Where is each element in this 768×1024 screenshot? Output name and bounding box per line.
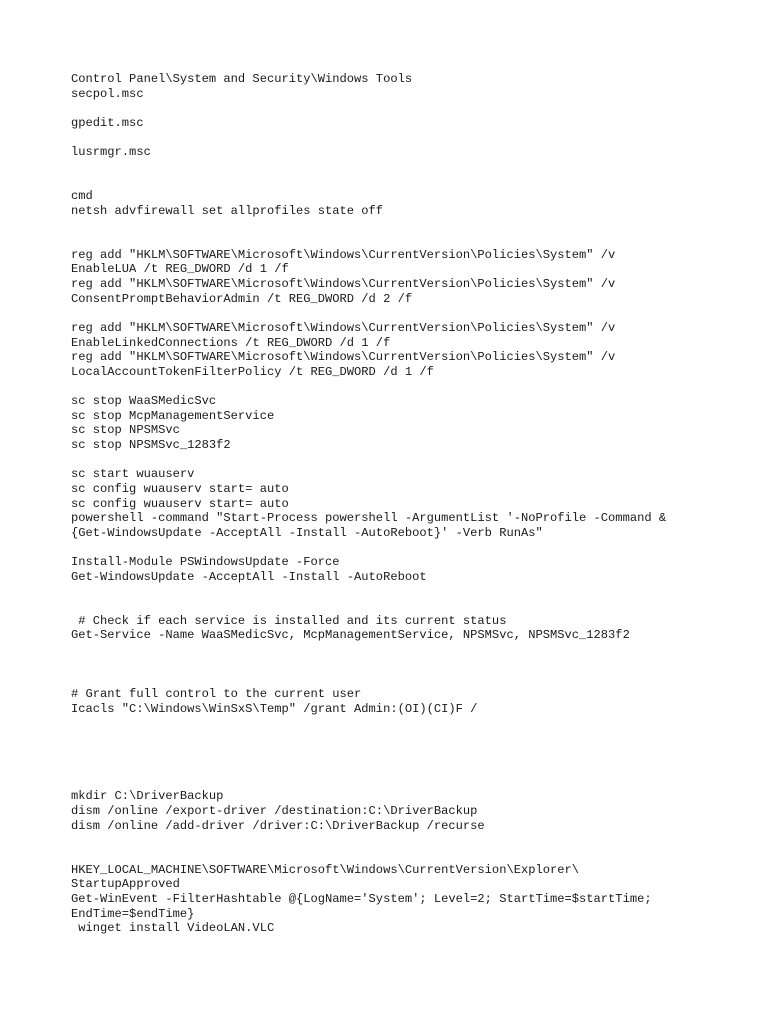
document-line: LocalAccountTokenFilterPolicy /t REG_DWORD /d 1 /f (71, 364, 434, 379)
document-line: HKEY_LOCAL_MACHINE\SOFTWARE\Microsoft\Windows\CurrentVersion\Explorer\ (71, 862, 580, 877)
document-line: sc stop NPSMSvc (71, 423, 180, 438)
document-line: sc stop WaaSMedicSvc (71, 394, 217, 409)
document-line: reg add "HKLM\SOFTWARE\Microsoft\Windows\CurrentVersion\Policies\System" /v (71, 247, 616, 262)
blank-line (71, 584, 761, 599)
document-line: secpol.msc (71, 86, 144, 101)
blank-line (71, 833, 761, 848)
document-line: mkdir C:\DriverBackup (71, 789, 224, 804)
document-line: sc config wuauserv start= auto (71, 496, 289, 511)
document-line: ConsentPromptBehaviorAdmin /t REG_DWORD /d 2 /f (71, 291, 413, 306)
document-line: {Get-WindowsUpdate -AcceptAll -Install -AutoReboot}' -Verb RunAs" (71, 525, 543, 540)
document-line: sc stop NPSMSvc_1283f2 (71, 438, 231, 453)
document-line: dism /online /add-driver /driver:C:\DriverBackup /recurse (71, 818, 485, 833)
document-line: StartupApproved (71, 877, 180, 892)
blank-line (71, 218, 761, 233)
document-line: Get-Service -Name WaaSMedicSvc, McpManagementService, NPSMSvc, NPSMSvc_1283f2 (71, 628, 630, 643)
document-line: EnableLinkedConnections /t REG_DWORD /d 1 /f (71, 335, 391, 350)
document-line: # Check if each service is installed and its current status (71, 613, 507, 628)
document-line: netsh advfirewall set allprofiles state off (71, 203, 384, 218)
document-line: cmd (71, 189, 93, 204)
blank-line (71, 731, 761, 746)
document-line: Install-Module PSWindowsUpdate -Force (71, 555, 340, 570)
blank-line (71, 306, 761, 321)
document-line: Get-WindowsUpdate -AcceptAll -Install -AutoReboot (71, 569, 427, 584)
blank-line (71, 716, 761, 731)
blank-line (71, 599, 761, 614)
blank-line (71, 131, 761, 146)
blank-line (71, 848, 761, 863)
document-line: Control Panel\System and Security\Windows Tools (71, 72, 413, 86)
document-line: sc stop McpManagementService (71, 408, 275, 423)
blank-line (71, 453, 761, 468)
blank-line (71, 541, 761, 556)
blank-line (71, 101, 761, 116)
document-line: gpedit.msc (71, 115, 144, 130)
blank-line (71, 379, 761, 394)
document-line: lusrmgr.msc (71, 145, 151, 160)
document-line: sc config wuauserv start= auto (71, 481, 289, 496)
document-line: reg add "HKLM\SOFTWARE\Microsoft\Windows\CurrentVersion\Policies\System" /v (71, 350, 616, 365)
blank-line (71, 745, 761, 760)
document-line: powershell -command "Start-Process powershell -ArgumentList '-NoProfile -Command & (71, 511, 667, 526)
blank-line (71, 672, 761, 687)
blank-line (71, 160, 761, 175)
document-line: dism /online /export-driver /destination:C:\DriverBackup (71, 804, 478, 819)
blank-line (71, 643, 761, 658)
blank-line (71, 174, 761, 189)
blank-line (71, 760, 761, 775)
document-line: # Grant full control to the current user (71, 686, 362, 701)
blank-line (71, 775, 761, 790)
document-line: reg add "HKLM\SOFTWARE\Microsoft\Windows\CurrentVersion\Policies\System" /v (71, 320, 616, 335)
blank-line (71, 658, 761, 673)
document-line: Get-WinEvent -FilterHashtable @{LogName='System'; Level=2; StartTime=$startTime; (71, 891, 652, 906)
blank-line (71, 233, 761, 248)
document-line: EnableLUA /t REG_DWORD /d 1 /f (71, 262, 289, 277)
document-line: sc start wuauserv (71, 467, 195, 482)
document-line: winget install VideoLAN.VLC (71, 921, 275, 936)
document-line: Icacls "C:\Windows\WinSxS\Temp" /grant Admin:(OI)(CI)F / (71, 701, 478, 716)
document-line: EndTime=$endTime} (71, 906, 195, 921)
document-body (71, 72, 761, 936)
document-line: reg add "HKLM\SOFTWARE\Microsoft\Windows\CurrentVersion\Policies\System" /v (71, 276, 616, 291)
